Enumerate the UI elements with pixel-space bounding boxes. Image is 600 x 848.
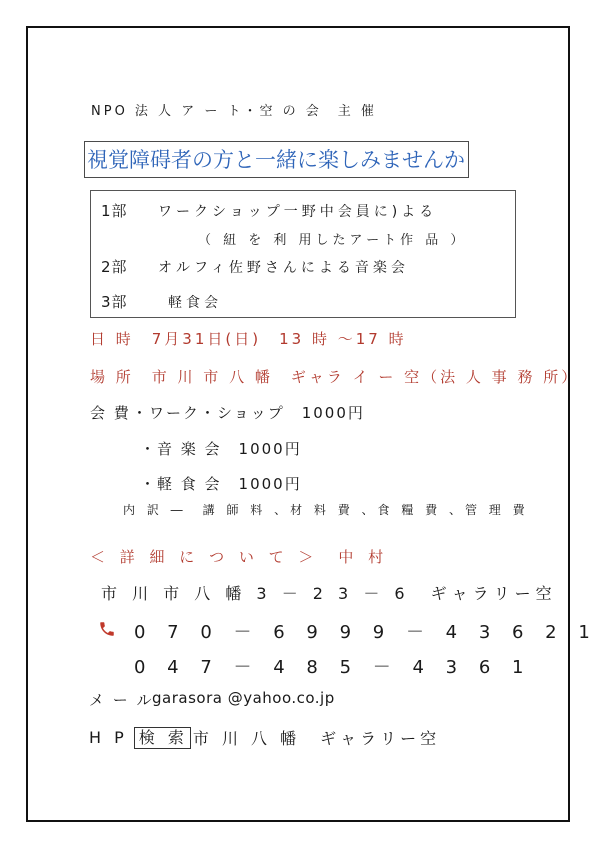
email-label: メ ー ル <box>89 691 154 709</box>
fee-breakdown: 内 訳 ― 講 師 料 、材 料 費 、食 糧 費 、管 理 費 <box>123 503 529 517</box>
fee-concert: ・音 楽 会 1000円 <box>140 440 302 458</box>
fee-label: 会 費 <box>90 404 131 422</box>
contact-phone-mobile[interactable]: 0 7 0 － 6 9 9 9 － 4 3 6 2 1 <box>134 622 598 643</box>
phone-icon <box>98 620 116 638</box>
part-2-title: オルフィ佐野さんによる音楽会 <box>158 260 409 276</box>
hp-label: H P <box>89 728 128 747</box>
search-box: 検 索 <box>134 727 191 749</box>
headline: 視覚障碍者の方と一緒に楽しみませんか <box>84 141 469 178</box>
event-venue: 場 所 市 川 市 八 幡 ギャラ イ ー 空（法 人 事 務 所） <box>90 368 580 386</box>
part-2-number: 2部 <box>101 258 128 276</box>
contact-address: 市 川 市 八 幡 3 － 2 3 － 6 ギャラリー空 <box>101 584 557 603</box>
organizer-line: NPO 法 人 ア ー ト・空 の 会 主 催 <box>91 104 377 119</box>
homepage-row <box>89 726 440 749</box>
contact-phone-landline[interactable]: 0 4 7 － 4 8 5 － 4 3 6 1 <box>134 657 532 678</box>
email-address[interactable]: garasora @yahoo.co.jp <box>152 689 335 707</box>
part-3-title: 軽食会 <box>168 295 222 311</box>
fee-workshop: ・ワーク・ショップ 1000円 <box>132 404 365 422</box>
part-1-subtitle: （ 紐 を 利 用したアート作 品 ） <box>198 233 468 248</box>
event-datetime: 日 時 7月31日(日) 13 時 ～17 時 <box>90 330 407 348</box>
part-1-number: 1部 <box>101 202 128 220</box>
part-3-number: 3部 <box>101 293 128 311</box>
fee-meal: ・軽 食 会 1000円 <box>140 475 302 493</box>
hp-search-text: 市 川 八 幡 ギャラリー空 <box>192 729 441 748</box>
part-1-title: ワークショップ一野中会員に)よる <box>158 204 438 220</box>
contact-heading: ＜ 詳 細 に つ い て ＞ 中 村 <box>90 548 389 566</box>
